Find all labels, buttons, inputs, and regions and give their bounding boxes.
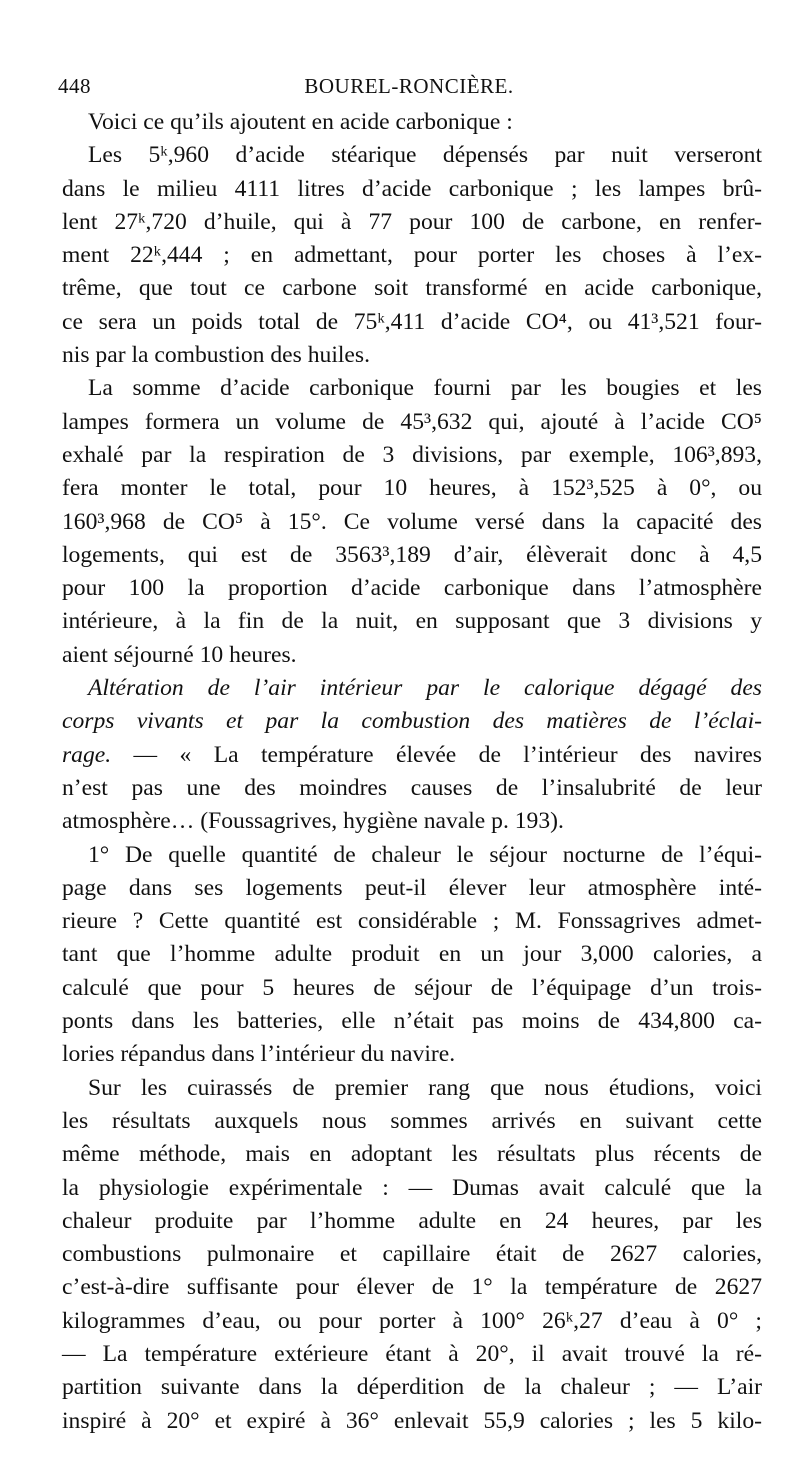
paragraph-heat-quantity-line [62,1005,762,1038]
paragraph-ironclads-line [62,1205,762,1238]
paragraph-ironclads-line [62,1238,762,1271]
heading-line: corps vivants et par la combustion des matières de l’éclai- [62,708,762,735]
text-line: 1° De quelle quantité de chaleur le séjour nocturne de l’équi- [88,841,762,868]
paragraph-stearic-acid-line [62,306,762,339]
paragraph-stearic-acid-line [62,272,762,305]
text-line: trême, que tout ce carbone soit transformé en acide carbonique, [62,275,762,302]
paragraph-temperature-line [62,772,762,805]
paragraph-temperature [62,739,762,772]
text-line: page dans ses logements peut-il élever leur atmosphère inté- [62,874,762,901]
text-line: ce sera un poids total de 75ᵏ,411 d’acide CO⁴, ou 41³,521 four- [62,308,762,335]
paragraph-carbonic-acid-sum-line [62,572,762,605]
paragraph-stearic-acid-line [62,173,762,206]
paragraph-ironclads-line [62,1305,762,1338]
text-line: logements, qui est de 3563³,189 d’air, élèverait donc à 4,5 [62,541,762,568]
paragraph-intro [62,106,762,139]
text-line: ment 22ᵏ,444 ; en admettant, pour porter les choses à l’ex- [62,242,762,269]
paragraph-stearic-acid-line [62,206,762,239]
paragraph-temperature-line [62,805,762,838]
paragraph-carbonic-acid-sum-line [62,605,762,638]
text-line: lampes formera un volume de 45³,632 qui, ajouté à l’acide CO⁵ [62,408,762,435]
text-line: c’est-à-dire suffisante pour élever de 1° la température de 2627 [62,1274,762,1301]
text-line: fera monter le total, pour 10 heures, à 152³,525 à 0°, ou [62,475,762,502]
text-line: aient séjourné 10 heures. [62,641,297,668]
paragraph-heat-quantity-line [62,972,762,1005]
text-line: Sur les cuirassés de premier rang que nous étudions, voici [88,1074,762,1101]
text-line: atmosphère… (Foussagrives, hygiène navale p. 193). [62,808,564,835]
text-line: La somme d’acide carbonique fourni par les bougies et les [88,375,762,402]
paragraph-ironclads-line [62,1105,762,1138]
text-line: ponts dans les batteries, elle n’était pas moins de 434,800 ca- [62,1008,762,1035]
paragraph-ironclads-line [62,1271,762,1304]
paragraph-carbonic-acid-sum-line [62,506,762,539]
paragraph-ironclads [62,1072,762,1105]
section-heading-italic [62,672,762,705]
text-line: — La température extérieure étant à 20°, il avait trouvé la ré- [62,1340,762,1367]
running-head: BOUREL-RONCIÈRE. [304,74,514,98]
paragraph-heat-quantity-line [62,1038,762,1071]
text-line: 160³,968 de CO⁵ à 15°. Ce volume versé dans la capacité des [62,508,762,535]
text-line: partition suivante dans la déperdition de la chaleur ; — L’air [62,1374,762,1401]
heading-line: Altération de l’air intérieur par le calorique dégagé des [88,675,762,702]
paragraph-heat-quantity-line [62,872,762,905]
paragraph-stearic-acid-line [62,339,762,372]
paragraph-carbonic-acid-sum [62,372,762,405]
paragraph-ironclads-line [62,1338,762,1371]
text-line: kilogrammes d’eau, ou pour porter à 100° 26ᵏ,27 d’eau à 0° ; [62,1307,762,1334]
text-line: intérieure, à la fin de la nuit, en supposant que 3 divisions y [62,608,762,635]
text-line: Les 5ᵏ,960 d’acide stéarique dépensés par nuit verseront [88,142,762,169]
text-line: exhalé par la respiration de 3 divisions, par exemple, 106³,893, [62,441,762,468]
text-line: les résultats auxquels nous sommes arrivés en suivant cette [62,1107,762,1134]
text-line: même méthode, mais en adoptant les résultats plus récents de [62,1141,762,1168]
paragraph-ironclads-line [62,1405,762,1438]
paragraph-heat-quantity-line [62,938,762,971]
heading-line: rage. [62,741,112,768]
section-heading-italic [62,705,762,738]
page-number: 448 [58,74,91,98]
text-line: Voici ce qu’ils ajoutent en acide carbonique : [88,109,513,135]
paragraph-carbonic-acid-sum-line [62,439,762,472]
text-line: inspiré à 20° et expiré à 36° enlevait 55,9 calories ; les 5 kilo- [62,1407,762,1434]
text-line: dans le milieu 4111 litres d’acide carbonique ; les lampes brû- [62,175,762,202]
text-line: pour 100 la proportion d’acide carbonique dans l’atmosphère [62,575,762,602]
text-line: la physiologie expérimentale : — Dumas avait calculé que la [62,1174,762,1201]
paragraph-carbonic-acid-sum-line [62,639,762,672]
text-line: calculé que pour 5 heures de séjour de l’équipage d’un trois- [62,974,762,1001]
text-line: lories répandus dans l’intérieur du navire. [62,1041,456,1068]
paragraph-ironclads-line [62,1138,762,1171]
paragraph-carbonic-acid-sum-line [62,539,762,572]
paragraph-stearic-acid [62,139,762,172]
text-line: lent 27ᵏ,720 d’huile, qui à 77 pour 100 de carbone, en renfer- [62,208,762,235]
text-line: nis par la combustion des huiles. [62,342,370,369]
text-line: chaleur produite par l’homme adulte en 24 heures, par les [62,1207,762,1234]
paragraph-stearic-acid-line [62,239,762,272]
text-line: tant que l’homme adulte produit en un jour 3,000 calories, a [62,941,762,968]
paragraph-carbonic-acid-sum-line [62,472,762,505]
paragraph-heat-quantity [62,839,762,872]
page-header [58,70,760,102]
text-line: n’est pas une des moindres causes de l’insalubrité de leur [62,774,762,801]
text-line: — « La température élevée de l’intérieur des navires [111,741,762,768]
body-text [62,106,762,1438]
paragraph-ironclads-line [62,1172,762,1205]
paragraph-heat-quantity-line [62,905,762,938]
paragraph-ironclads-line [62,1371,762,1404]
text-line: rieure ? Cette quantité est considérable ; M. Fonssagrives admet- [62,908,762,935]
text-line: combustions pulmonaire et capillaire était de 2627 calories, [62,1241,762,1268]
paragraph-carbonic-acid-sum-line [62,406,762,439]
